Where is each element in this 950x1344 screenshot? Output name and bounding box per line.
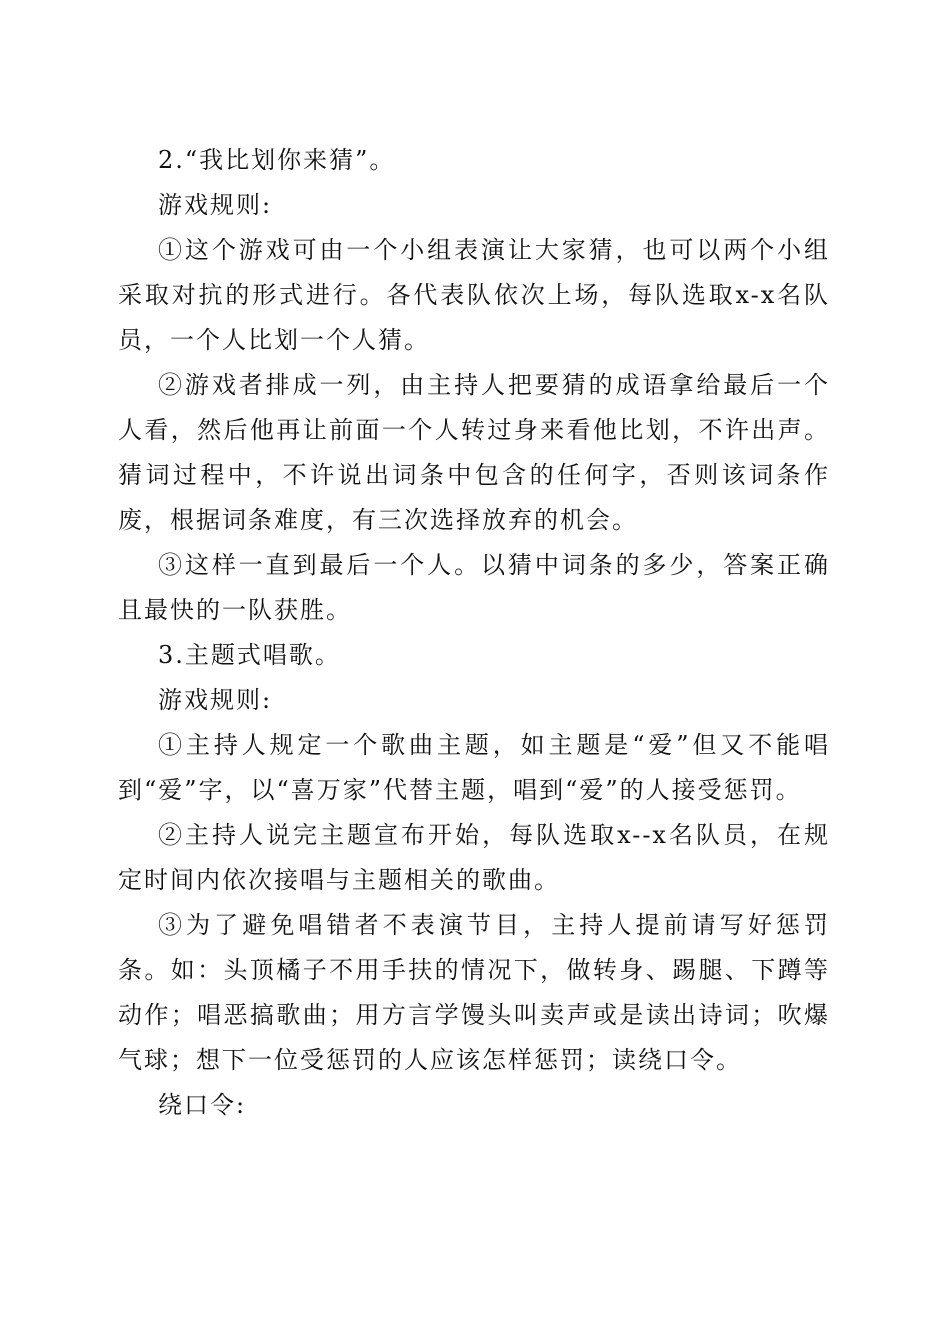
rules-label: 游戏规则: — [158, 191, 273, 219]
rule-paragraph: ③这样一直到最后一个人。以猜中词条的多少，答案正确且最快的一队获胜。 — [118, 551, 830, 624]
rules-label: 游戏规则: — [158, 686, 273, 714]
rule-paragraph: ②游戏者排成一列，由主持人把要猜的成语拿给最后一个人看，然后他再让前面一个人转过身来看他比划，不许出声。猜词过程中，不许说出词条中包含的任何字，否则该词条作废，根据词条难度，有三次选择放弃的机会。 — [118, 371, 830, 534]
heading-theme-singing: 3.主题式唱歌。 — [158, 641, 341, 669]
rule-paragraph: ①这个游戏可由一个小组表演让大家猜，也可以两个小组采取对抗的形式进行。各代表队依次上场，每队选取x-x名队员，一个人比划一个人猜。 — [118, 236, 830, 354]
tongue-twister-label: 绕口令: — [158, 1091, 247, 1119]
heading-guess-game: 2.“我比划你来猜”。 — [158, 146, 396, 174]
rule-paragraph: ②主持人说完主题宣布开始，每队选取x--x名队员，在规定时间内依次接唱与主题相关的歌曲。 — [118, 821, 830, 894]
document-body — [118, 138, 830, 1128]
rule-paragraph: ①主持人规定一个歌曲主题，如主题是“爱”但又不能唱到“爱”字，以“喜万家”代替主题，唱到“爱”的人接受惩罚。 — [118, 731, 830, 804]
rule-paragraph: ③为了避免唱错者不表演节目，主持人提前请写好惩罚条。如：头顶橘子不用手扶的情况下，做转身、踢腿、下蹲等动作；唱恶搞歌曲；用方言学馒头叫卖声或是读出诗词；吹爆气球；想下一位受惩罚的人应该怎样惩罚；读绕口令。 — [118, 911, 830, 1074]
